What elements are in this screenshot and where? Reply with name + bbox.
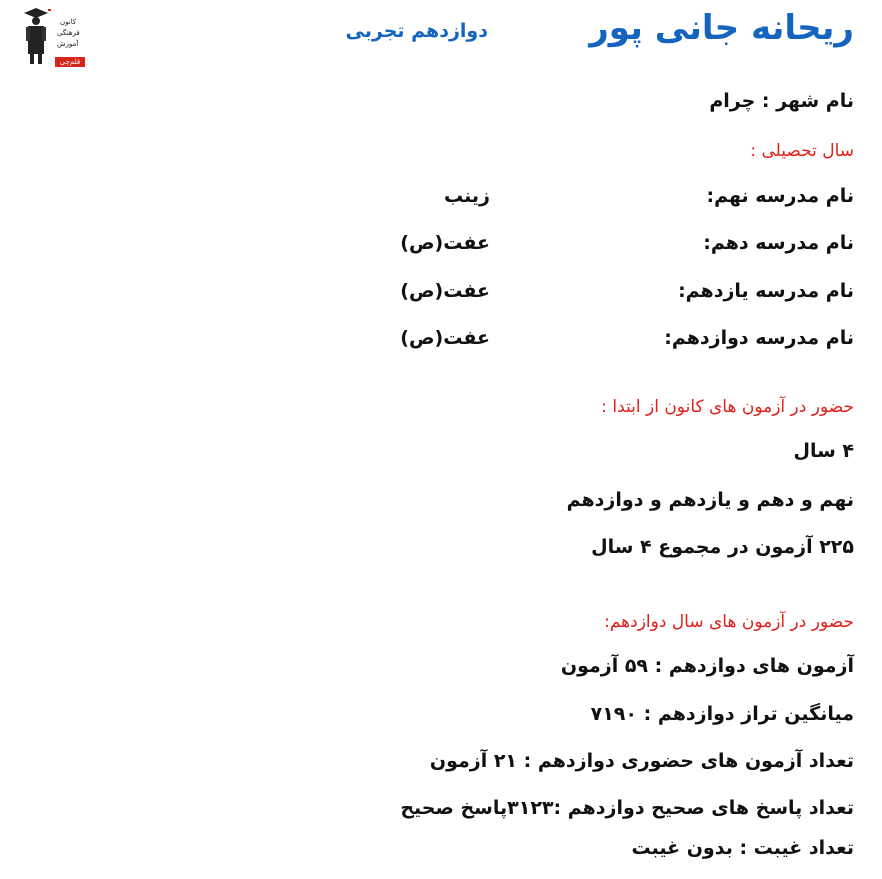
attendance-total: ۲۲۵ آزمون در مجموع ۴ سال (591, 536, 854, 558)
school-10-label: نام مدرسه دهم: (703, 232, 854, 254)
twelfth-correct-answers: تعداد پاسخ های صحیح دوازدهم :۳۱۲۳پاسخ صحیح (400, 797, 854, 819)
twelfth-heading: حضور در آزمون های سال دوازدهم: (604, 612, 854, 632)
attendance-grades: نهم و دهم و یازدهم و دوازدهم (566, 489, 854, 511)
kanoon-logo (22, 5, 86, 67)
school-9-label: نام مدرسه نهم: (706, 185, 854, 207)
school-12-value: عفت(ص) (400, 327, 490, 349)
twelfth-exams: آزمون های دوازدهم : ۵۹ آزمون (560, 655, 854, 677)
student-name: ریحانه جانی پور (589, 8, 854, 48)
attendance-years: ۴ سال (793, 440, 854, 462)
school-11-value: عفت(ص) (400, 280, 490, 302)
school-10-value: عفت(ص) (400, 232, 490, 254)
attendance-heading: حضور در آزمون های کانون از ابتدا : (601, 397, 854, 417)
logo-tag: قلم‌چی (55, 57, 85, 67)
school-12-label: نام مدرسه دوازدهم: (664, 327, 854, 349)
school-11-label: نام مدرسه یازدهم: (678, 280, 854, 302)
logo-line-3: آموزش (57, 40, 79, 48)
school-9-value: زینب (444, 185, 490, 207)
twelfth-in-person: تعداد آزمون های حضوری دوازدهم : ۲۱ آزمون (429, 750, 854, 772)
academic-year-heading: سال تحصیلی : (750, 141, 854, 161)
twelfth-avg-score: میانگین تراز دوازدهم : ۷۱۹۰ (590, 703, 854, 725)
logo-line-2: فرهنگی (57, 29, 80, 37)
grade-label: دوازدهم تجربی (345, 20, 488, 42)
logo-line-1: کانون (60, 18, 77, 26)
twelfth-absence: تعداد غیبت : بدون غیبت (631, 837, 854, 859)
city-line: نام شهر : چرام (709, 90, 854, 112)
